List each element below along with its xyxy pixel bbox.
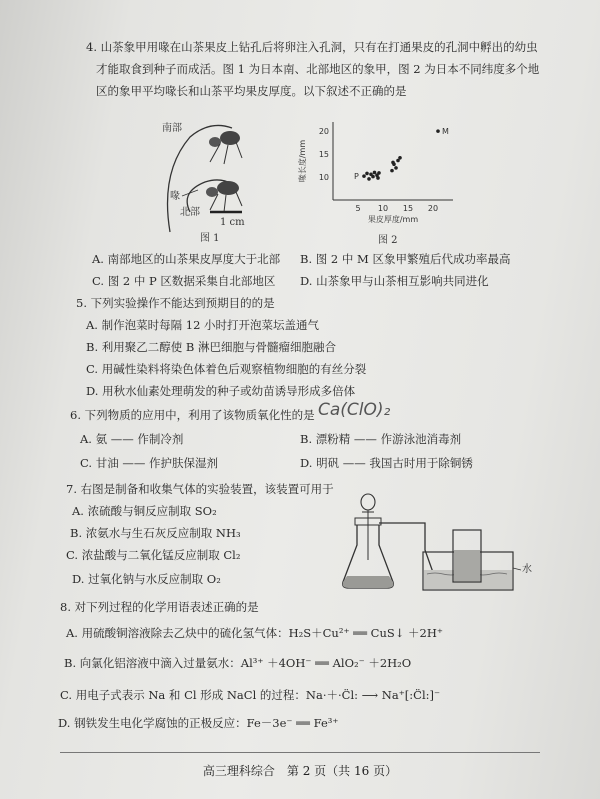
q8-option-d: D. 钢铁发生电化学腐蚀的正极反应：Fe－3e⁻ ══ Fe³⁺: [58, 716, 339, 730]
data-point: [367, 177, 371, 181]
gas-apparatus-drawing: [335, 490, 535, 595]
q8-option-b: B. 向氯化铝溶液中滴入过量氨水：Al³⁺ ＋4OH⁻ ══ AlO₂⁻ ＋2H₂O: [64, 656, 412, 670]
q6-option-a: A. 氨 —— 作制冷剂: [80, 432, 184, 446]
footer-rule: [60, 752, 540, 753]
q8-stem: 8. 对下列过程的化学用语表述正确的是: [60, 600, 259, 614]
q5-stem: 5. 下列实验操作不能达到预期目的的是: [76, 296, 275, 310]
data-point: [398, 156, 402, 160]
q5-option-b: B. 利用聚乙二醇使 B 淋巴细胞与骨髓瘤细胞融合: [86, 340, 337, 354]
fig1-label-beak: 喙: [170, 191, 180, 202]
x-tick-label: 15: [402, 204, 414, 213]
page-footer: 高三理科综合 第 2 页（共 16 页）: [202, 764, 398, 778]
point-label-m: M: [442, 127, 449, 137]
data-point: [376, 176, 380, 180]
data-point: [390, 169, 394, 173]
q8-option-a: A. 用硫酸铜溶液除去乙炔中的硫化氢气体：H₂S＋Cu²⁺ ══ CuS↓ ＋2H⁺: [66, 626, 443, 640]
data-point: [436, 129, 440, 133]
q5-option-a: A. 制作泡菜时每隔 12 小时打开泡菜坛盖通气: [86, 318, 320, 332]
figure-2-chart: [295, 112, 465, 227]
x-axis-label: 果皮厚度/mm: [367, 215, 419, 224]
fig1-label-north: 北部: [180, 207, 200, 218]
x-tick-label: 20: [427, 204, 439, 213]
q4-stem-line-3: 区的象甲平均喙长和山茶平均果皮厚度。以下叙述不正确的是: [96, 84, 407, 98]
q4-stem-line-1: 4. 山茶象甲用喙在山茶果皮上钻孔后将卵注入孔洞，只有在打通果皮的孔洞中孵出的幼虫: [86, 40, 538, 54]
q6-stem: 6. 下列物质的应用中，利用了该物质氧化性的是: [70, 408, 315, 422]
q4-option-a: A. 南部地区的山茶果皮厚度大于北部: [92, 252, 281, 266]
q6-option-b: B. 漂粉精 —— 作游泳池消毒剂: [300, 432, 462, 446]
q7-option-b: B. 浓氨水与生石灰反应制取 NH₃: [70, 526, 241, 540]
data-point: [365, 172, 369, 176]
apparatus-water-label: 水: [522, 564, 532, 575]
data-point: [373, 171, 377, 175]
scatter-plot: [295, 112, 465, 227]
x-tick-label: 10: [377, 204, 389, 213]
point-label-p: P: [354, 172, 359, 182]
data-point: [362, 174, 366, 178]
q7-option-d: D. 过氧化钠与水反应制取 O₂: [72, 572, 221, 586]
q6-option-c: C. 甘油 —— 作护肤保湿剂: [80, 456, 219, 470]
data-point: [394, 166, 398, 170]
figure-1: [150, 112, 270, 247]
q7-option-a: A. 浓硫酸与铜反应制取 SO₂: [72, 504, 217, 518]
q7-option-c: C. 浓盐酸与二氧化锰反应制取 Cl₂: [66, 548, 241, 562]
q8-option-c: C. 用电子式表示 Na 和 Cl 形成 NaCl 的过程：Na·＋·C̈l: ⟶ Na⁺[:C̈l:]⁻: [60, 688, 441, 702]
q6-handwriting: Ca(ClO)₂: [318, 400, 391, 420]
q5-option-d: D. 用秋水仙素处理萌发的种子或幼苗诱导形成多倍体: [86, 384, 356, 398]
x-tick-label: 5: [355, 204, 361, 213]
y-tick-label: 10: [318, 173, 329, 183]
q4-option-c: C. 图 2 中 P 区数据采集自北部地区: [92, 274, 276, 288]
q5-option-c: C. 用碱性染料将染色体着色后观察植物细胞的有丝分裂: [86, 362, 367, 376]
q4-option-b: B. 图 2 中 M 区象甲繁殖后代成功率最高: [300, 252, 511, 266]
data-point: [377, 171, 381, 175]
fig2-caption: 图 2: [378, 235, 398, 246]
y-tick-label: 15: [318, 150, 329, 160]
q4-stem-line-2: 才能取食到种子而成活。图 1 为日本南、北部地区的象甲，图 2 为日本不同纬度多个地: [96, 62, 540, 76]
data-point: [371, 175, 375, 179]
y-tick-label: 20: [318, 127, 329, 137]
q4-option-d: D. 山茶象甲与山茶相互影响共同进化: [300, 274, 489, 288]
fig1-caption: 图 1: [200, 233, 220, 244]
data-point: [391, 161, 395, 165]
fig1-scale-label: 1 cm: [220, 217, 245, 228]
q6-option-d: D. 明矾 —— 我国古时用于除铜锈: [300, 456, 473, 470]
apparatus-figure: [335, 490, 535, 595]
fig1-label-south: 南部: [162, 123, 182, 134]
y-axis-label: 喙长度/mm: [298, 139, 307, 183]
q7-stem: 7. 右图是制备和收集气体的实验装置，该装置可用于: [66, 482, 334, 496]
